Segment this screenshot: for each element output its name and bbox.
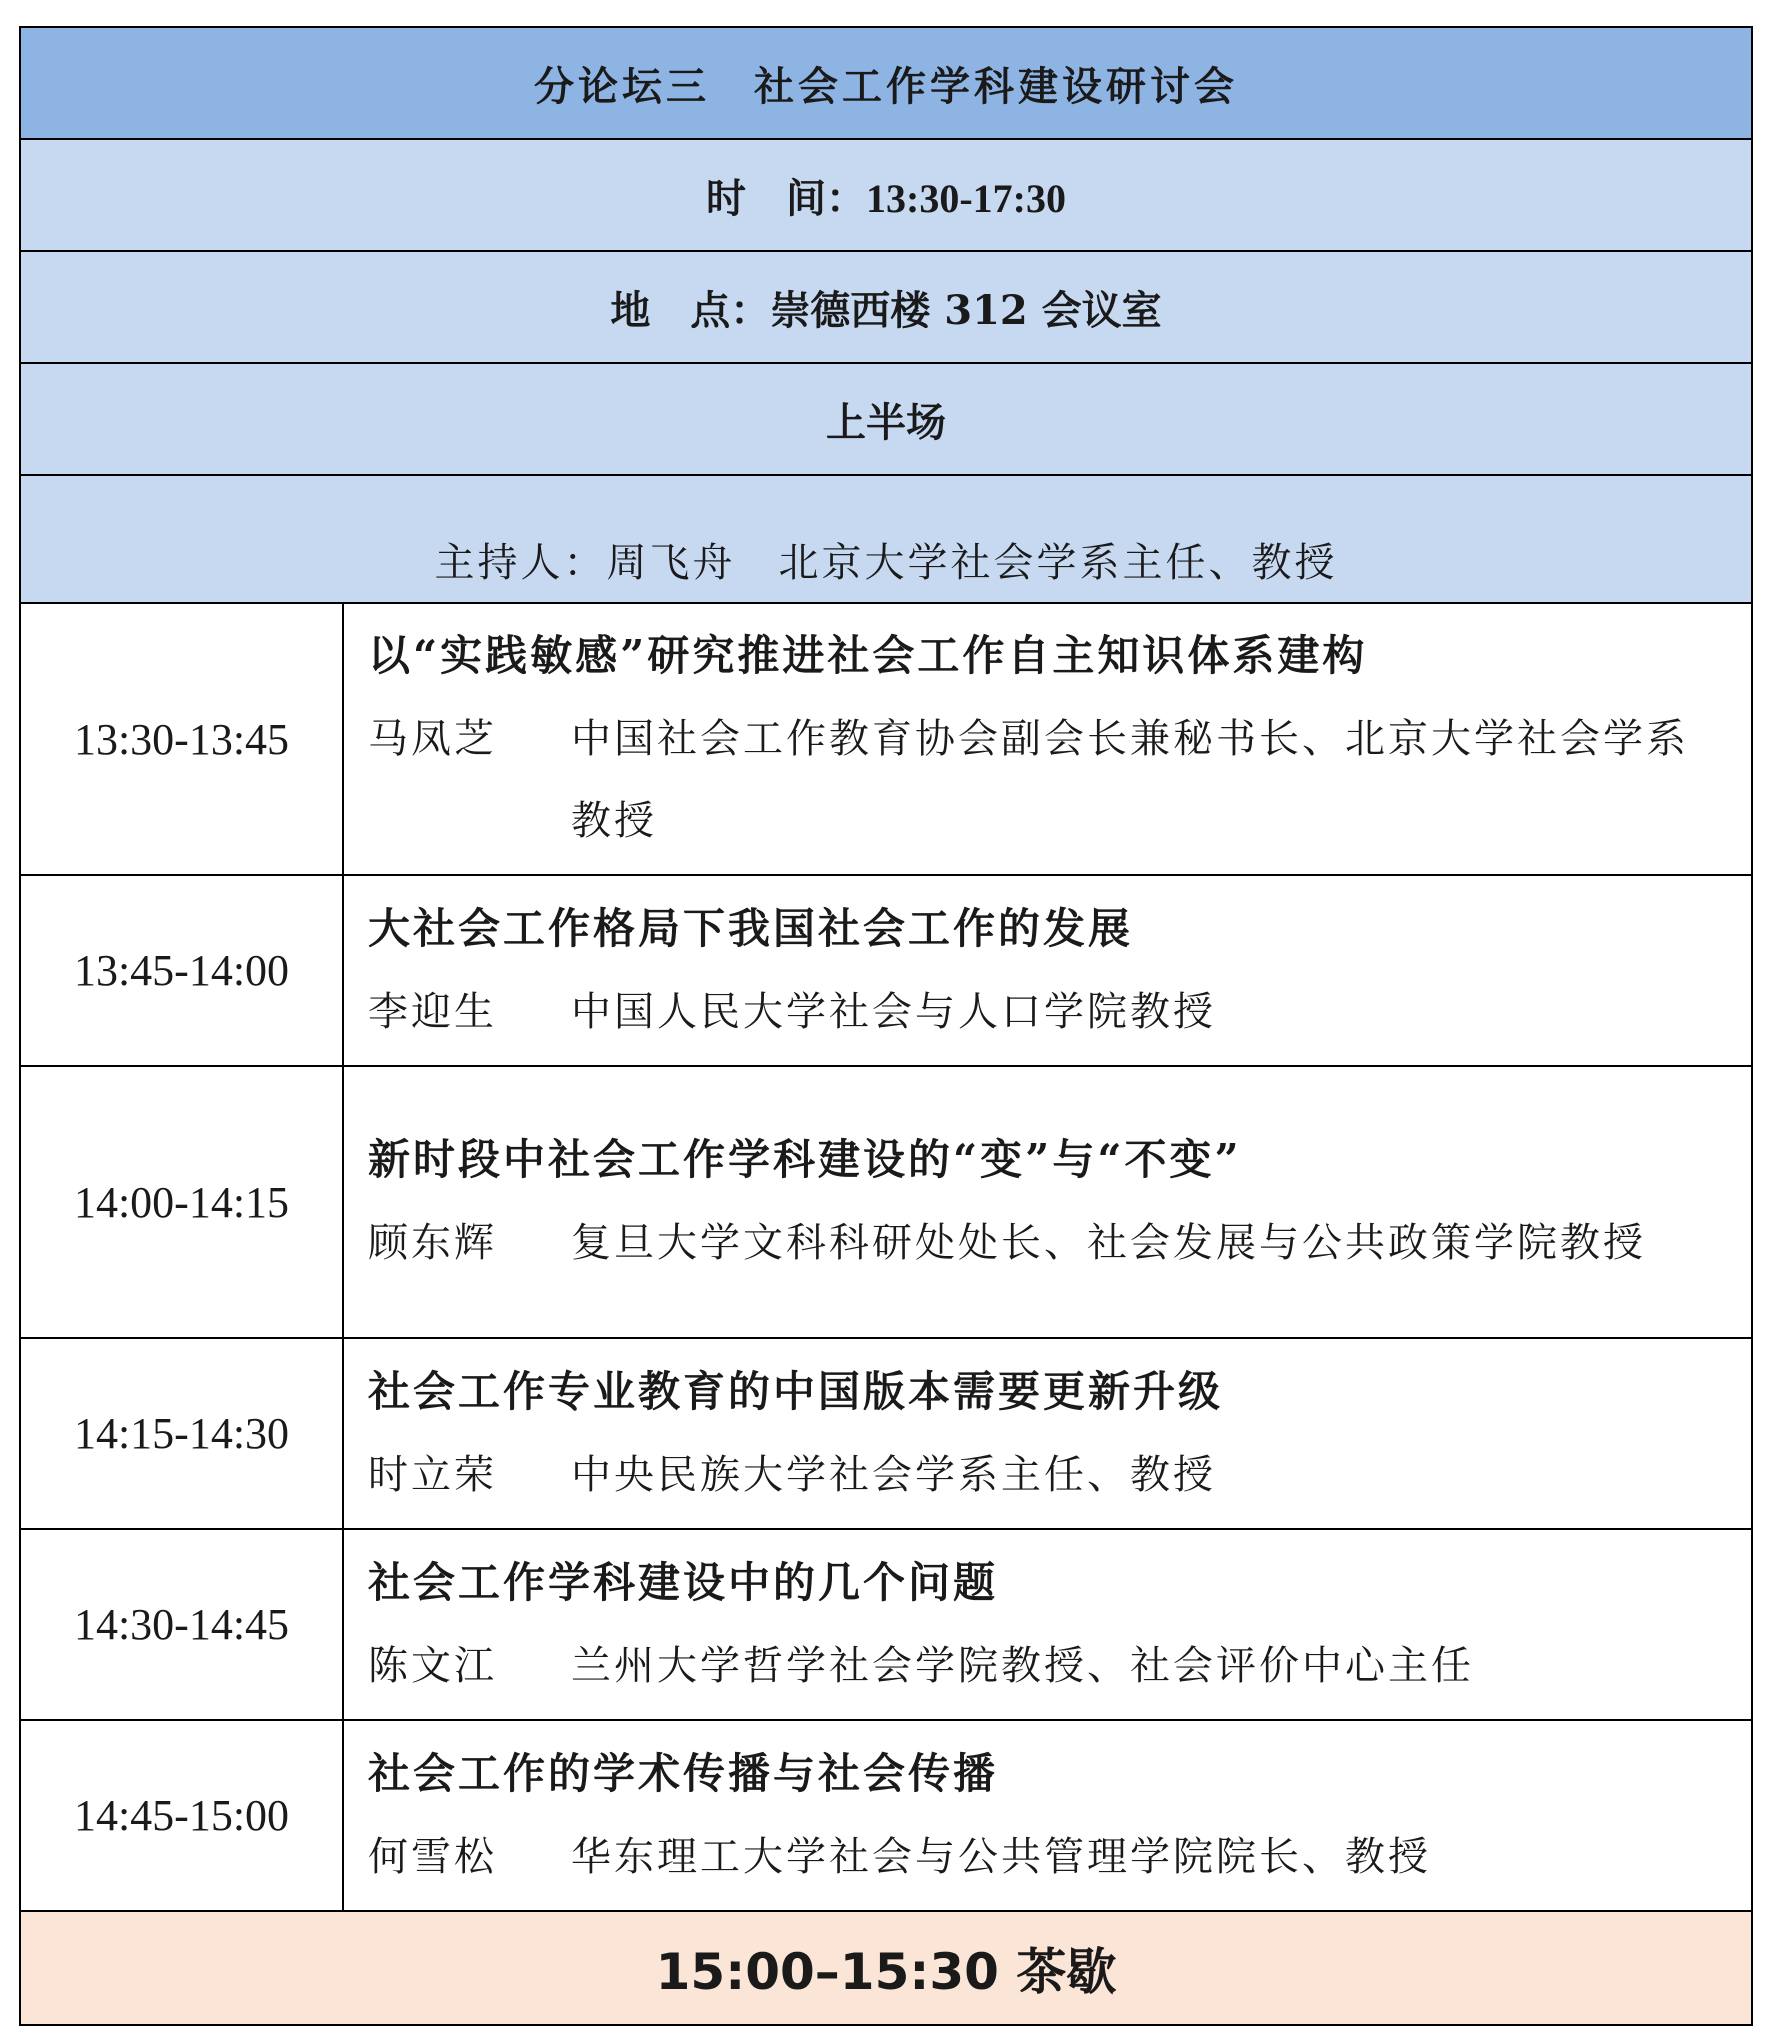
talk-title: 大社会工作格局下我国社会工作的发展 <box>368 903 1134 953</box>
talk-title: 社会工作的学术传播与社会传播 <box>368 1748 999 1798</box>
forum-title: 分论坛三 社会工作学科建设研讨会 <box>20 27 1752 139</box>
speaker-affiliation: 华东理工大学社会与公共管理学院院长、教授 <box>571 1833 1431 1880</box>
talk-title: 社会工作专业教育的中国版本需要更新升级 <box>368 1366 1224 1416</box>
tea-break-row <box>20 1911 1752 2025</box>
host-row <box>20 475 1752 603</box>
time-value: 13:30-17:30 <box>866 175 1066 221</box>
tea-break: 15:00–15:30 茶歇 <box>20 1911 1752 2025</box>
speaker-affiliation: 复旦大学文科科研处处长、社会发展与公共政策学院教授 <box>571 1220 1646 1266</box>
time-row <box>20 139 1752 251</box>
talk-time: 14:15-14:30 <box>20 1338 343 1529</box>
speaker-affiliation: 中国人民大学社会与人口学院教授 <box>571 988 1216 1035</box>
forum-schedule-table <box>19 26 1753 2026</box>
talk-row <box>20 1529 1752 1720</box>
speaker-affiliation: 中国社会工作教育协会副会长兼秘书长、北京大学社会学系教授 <box>571 716 1689 844</box>
talk-detail <box>343 1529 1752 1720</box>
host-line: 主持人：周飞舟 北京大学社会学系主任、教授 <box>20 475 1752 603</box>
talk-detail <box>343 1066 1752 1338</box>
speaker-affiliation: 兰州大学哲学社会学院教授、社会评价中心主任 <box>571 1642 1474 1689</box>
speaker-name: 李迎生 <box>368 988 497 1035</box>
talk-row <box>20 1720 1752 1911</box>
talk-time: 14:45-15:00 <box>20 1720 343 1911</box>
talk-time: 13:45-14:00 <box>20 875 343 1066</box>
place-row <box>20 251 1752 363</box>
speaker-name: 何雪松 <box>368 1833 497 1880</box>
forum-time <box>20 139 1752 251</box>
forum-place <box>20 251 1752 363</box>
talk-time: 13:30-13:45 <box>20 603 343 875</box>
talk-detail <box>343 1720 1752 1911</box>
speaker-name: 时立荣 <box>368 1451 497 1498</box>
talk-row <box>20 603 1752 875</box>
talk-time: 14:30-14:45 <box>20 1529 343 1720</box>
talk-detail <box>343 603 1752 875</box>
speaker-affiliation: 中央民族大学社会学系主任、教授 <box>571 1451 1216 1498</box>
talk-row <box>20 1338 1752 1529</box>
speaker-name: 马凤芝 <box>368 716 497 762</box>
talk-row <box>20 875 1752 1066</box>
time-label: 时 间： <box>706 174 867 222</box>
speaker-name: 陈文江 <box>368 1642 497 1689</box>
talk-title: 以“实践敏感”研究推进社会工作自主知识体系建构 <box>368 631 1368 680</box>
talk-time: 14:00-14:15 <box>20 1066 343 1338</box>
talk-detail <box>343 1338 1752 1529</box>
session-title: 上半场 <box>20 363 1752 475</box>
forum-title-row <box>20 27 1752 139</box>
talk-title: 新时段中社会工作学科建设的“变”与“不变” <box>368 1135 1242 1184</box>
talk-row <box>20 1066 1752 1338</box>
place-value: 崇德西楼 312 会议室 <box>770 286 1162 334</box>
speaker-name: 顾东辉 <box>368 1220 497 1266</box>
talk-title: 社会工作学科建设中的几个问题 <box>368 1557 999 1607</box>
talk-detail <box>343 875 1752 1066</box>
session-row <box>20 363 1752 475</box>
place-label: 地 点： <box>610 286 771 334</box>
